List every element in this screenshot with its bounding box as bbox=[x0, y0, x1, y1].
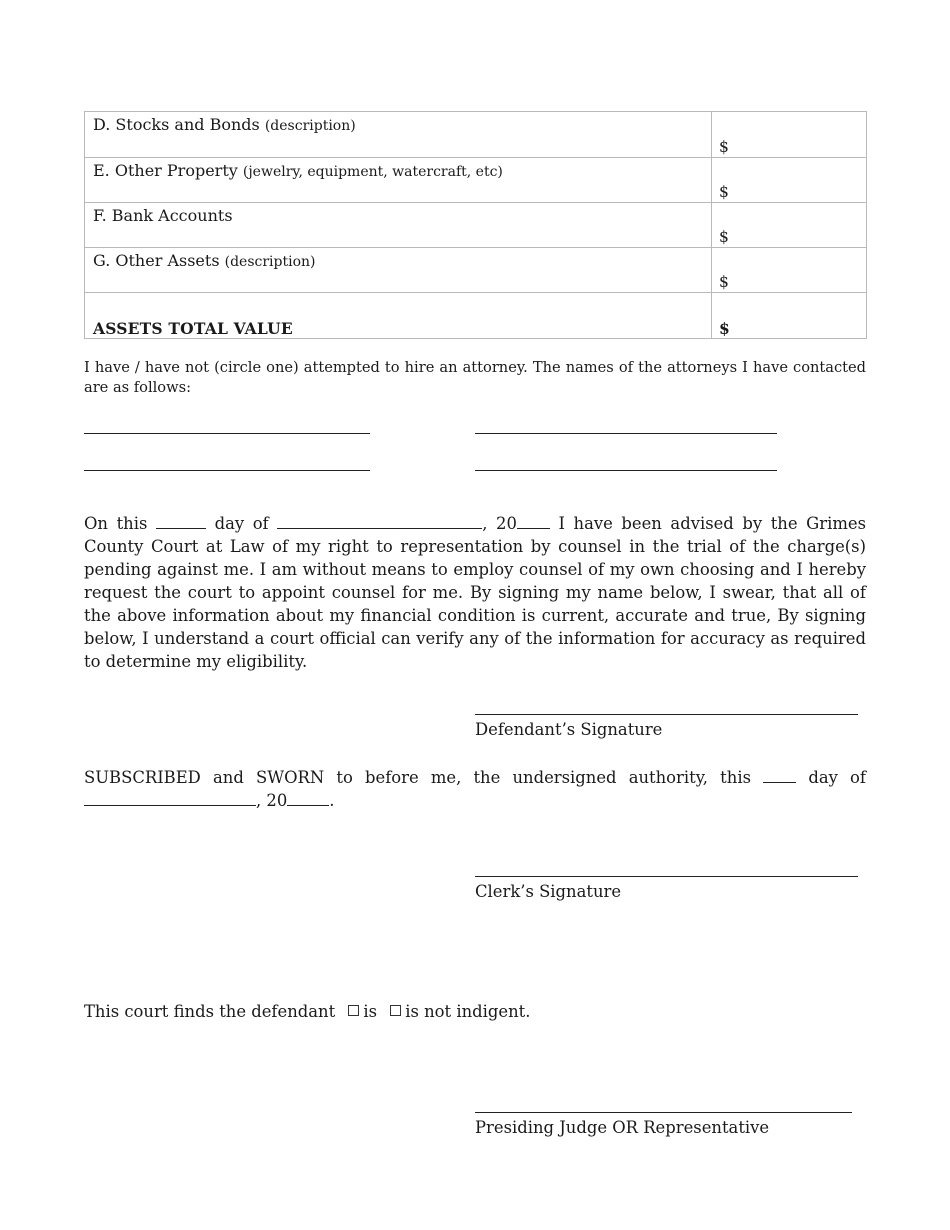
asset-note: (description) bbox=[264, 118, 356, 134]
asset-description-cell bbox=[85, 248, 712, 293]
judge-signature-label: Presiding Judge OR Representative bbox=[475, 1118, 770, 1137]
asset-label: E. Other Property bbox=[93, 161, 238, 180]
asset-value-field[interactable] bbox=[712, 158, 867, 203]
asset-label: D. Stocks and Bonds bbox=[93, 115, 260, 134]
counsel-request-paragraph bbox=[84, 512, 866, 673]
finding-text: This court finds the defendant bbox=[84, 1002, 336, 1021]
attorney-name-field-3[interactable] bbox=[84, 470, 370, 471]
day-blank[interactable] bbox=[156, 514, 206, 529]
dollar-sign: $ bbox=[719, 273, 729, 291]
request-text: I have been advised by the Grimes County Court at Law of my right to representation by counsel in the trial of the charge(s) pending against me. I am without means to employ counsel of my own choosing and I hereby request the court to appoint counsel for me. By signing my name below, I swear, that all of the above information about my financial condition is current, accurate and true, By signing below, I understand a court official can verify any of the information for accuracy as required to determine my eligibility. bbox=[84, 514, 866, 671]
attorney-name-field-1[interactable] bbox=[84, 433, 370, 434]
asset-value-field[interactable] bbox=[712, 203, 867, 248]
asset-row-bank-accounts bbox=[85, 203, 867, 248]
asset-row-other-assets bbox=[85, 248, 867, 293]
asset-description-cell bbox=[85, 158, 712, 203]
assets-total-value-field[interactable] bbox=[712, 293, 867, 339]
asset-description-cell bbox=[85, 112, 712, 158]
dollar-sign: $ bbox=[719, 228, 729, 246]
asset-label: G. Other Assets bbox=[93, 251, 220, 270]
asset-row-other-property bbox=[85, 158, 867, 203]
sworn-month-blank[interactable] bbox=[84, 791, 256, 806]
assets-table bbox=[84, 111, 867, 339]
dollar-sign: $ bbox=[719, 183, 729, 201]
dollar-sign: $ bbox=[719, 138, 729, 156]
attorney-name-field-4[interactable] bbox=[475, 470, 777, 471]
sworn-day-blank[interactable] bbox=[763, 768, 796, 783]
clerk-signature-line[interactable] bbox=[475, 876, 858, 877]
finding-option-is-not: is not indigent. bbox=[405, 1002, 531, 1021]
defendant-signature-line[interactable] bbox=[475, 714, 858, 715]
request-text: On this bbox=[84, 514, 148, 533]
asset-note: (description) bbox=[224, 254, 316, 270]
sworn-text: SUBSCRIBED and SWORN to before me, the undersigned authority, this bbox=[84, 768, 751, 787]
judge-signature-line[interactable] bbox=[475, 1112, 852, 1113]
sworn-text: day of bbox=[808, 768, 866, 787]
asset-label: F. Bank Accounts bbox=[93, 206, 233, 225]
sworn-text: . bbox=[329, 791, 335, 810]
is-indigent-checkbox[interactable] bbox=[348, 1005, 359, 1016]
assets-total-label-cell bbox=[85, 293, 712, 339]
request-text: day of bbox=[214, 514, 269, 533]
is-not-indigent-checkbox[interactable] bbox=[390, 1005, 401, 1016]
asset-value-field[interactable] bbox=[712, 112, 867, 158]
asset-note: (jewelry, equipment, watercraft, etc) bbox=[242, 164, 503, 180]
month-blank[interactable] bbox=[277, 514, 482, 529]
assets-total-label: ASSETS TOTAL VALUE bbox=[93, 319, 293, 338]
year-blank[interactable] bbox=[517, 514, 550, 529]
indigency-finding bbox=[84, 1002, 530, 1021]
asset-description-cell bbox=[85, 203, 712, 248]
sworn-year-blank[interactable] bbox=[287, 791, 329, 806]
asset-value-field[interactable] bbox=[712, 248, 867, 293]
assets-total-row bbox=[85, 293, 867, 339]
asset-row-stocks-bonds bbox=[85, 112, 867, 158]
dollar-sign: $ bbox=[719, 319, 730, 338]
defendant-signature-label: Defendant’s Signature bbox=[475, 720, 663, 739]
finding-option-is: is bbox=[363, 1002, 378, 1021]
sworn-text: , 20 bbox=[256, 791, 288, 810]
request-text: , 20 bbox=[482, 514, 517, 533]
attorney-statement: I have / have not (circle one) attempted to hire an attorney. The names of the attorneys I have contacted are as follows: bbox=[84, 359, 866, 396]
attorney-name-field-2[interactable] bbox=[475, 433, 777, 434]
clerk-signature-label: Clerk’s Signature bbox=[475, 882, 622, 901]
sworn-statement bbox=[84, 766, 866, 812]
